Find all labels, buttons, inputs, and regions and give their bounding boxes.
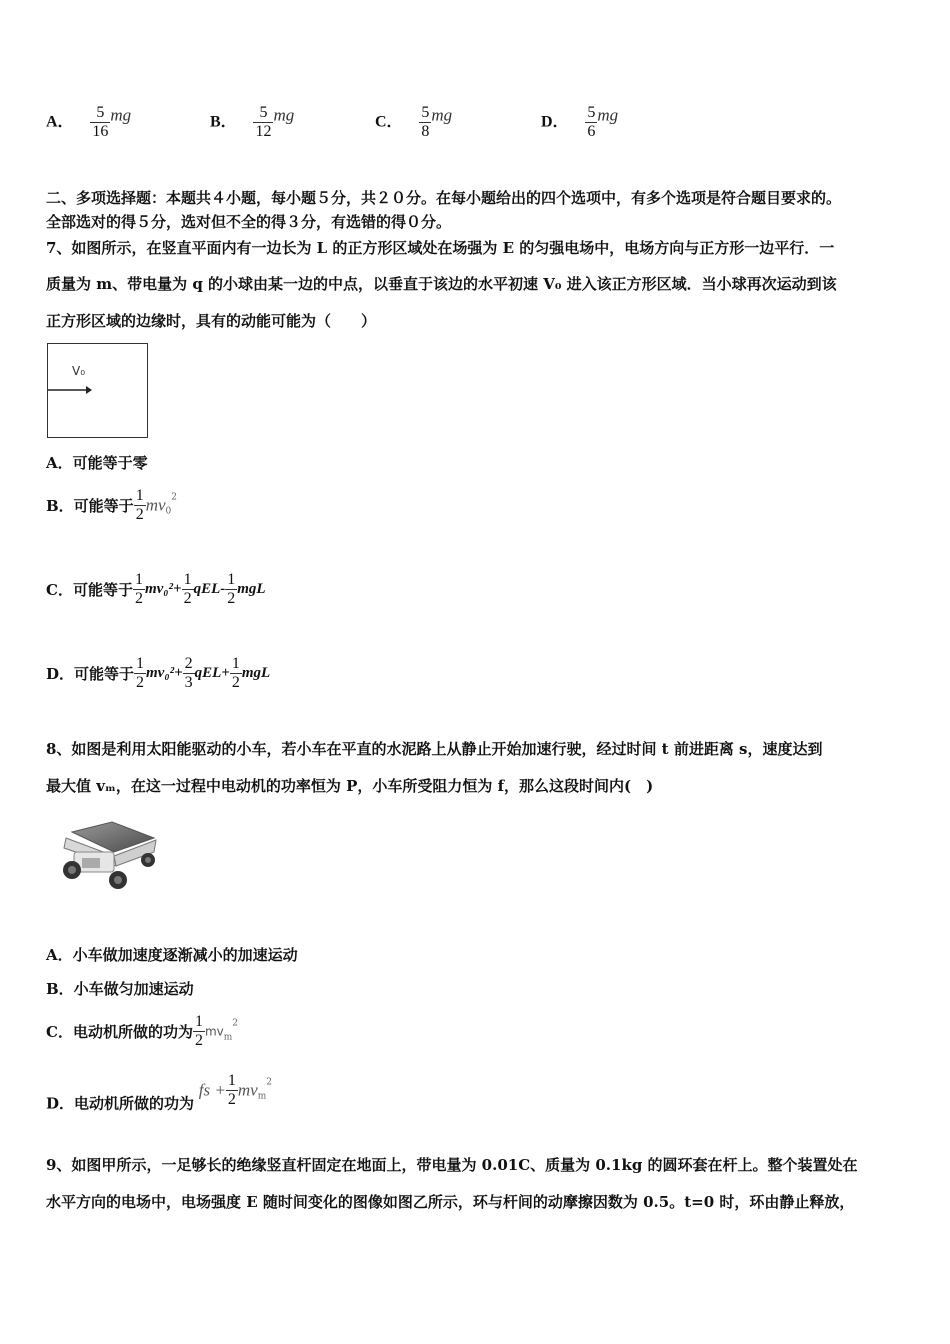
option-expr: mg xyxy=(273,105,295,125)
fraction: $\frac{5}{8}$ xyxy=(421,104,430,140)
q8-stem-line2: 最大值 vₘ，在这一过程中电动机的功率恒为 P，小车所受阻力恒为 f，那么这段时间内( ) xyxy=(46,777,654,795)
q7-stem-line2: 质量为 m、带电量为 q 的小球由某一边的中点，以垂直于该边的水平初速 V₀ 进入该正方形区域．当小球再次运动到该 xyxy=(46,275,837,293)
option-label: D． xyxy=(541,113,569,131)
q8-option-a: A．小车做加速度逐渐减小的加速运动 xyxy=(46,946,298,964)
q7-option-a: A．可能等于零 xyxy=(46,454,148,472)
q6-option-d xyxy=(541,104,618,141)
q8-option-d: D．电动机所做的功为 fs + $\frac{1}{2}$ $mv_m^2$ xyxy=(46,1072,272,1113)
option-label: A． xyxy=(46,113,74,131)
fraction: $\frac{1}{2}$ xyxy=(134,571,143,607)
fraction: $\frac{1}{2}$ xyxy=(231,655,240,691)
q7-stem-line1: 7、如图所示，在竖直平面内有一边长为 L 的正方形区域处在场强为 E 的匀强电场中，电场方向与正方形一边平行．一 xyxy=(46,239,835,257)
fraction: $\frac{1}{2}$ xyxy=(136,655,145,691)
option-label: C． xyxy=(375,113,403,131)
q7-option-b: B．可能等于 $\frac{1}{2}$ $mv_0^2$ xyxy=(46,487,177,523)
section-heading-line2: 全部选对的得５分，选对但不全的得３分，有选错的得０分。 xyxy=(46,213,452,231)
fraction: $\frac{1}{2}$ xyxy=(194,1013,203,1049)
solar-car-image xyxy=(52,818,162,894)
q6-option-a xyxy=(46,104,131,141)
q8-option-c: C．电动机所做的功为 $\frac{1}{2}$ $mv_m^2$ xyxy=(46,1013,239,1049)
fraction: $\frac{1}{2}$ xyxy=(227,571,236,607)
q6-option-b xyxy=(210,104,294,141)
fraction: $\frac{1}{2}$ xyxy=(135,487,144,523)
q7-square-figure xyxy=(47,343,148,438)
option-expr: mg xyxy=(431,105,453,125)
q6-option-c xyxy=(375,104,452,141)
fraction: $\frac{5}{6}$ xyxy=(587,104,596,140)
velocity-label: V₀ xyxy=(72,364,86,378)
option-expr: mg xyxy=(597,105,619,125)
q9-stem-line2: 水平方向的电场中，电场强度 E 随时间变化的图像如图乙所示，环与杆间的动摩擦因数为 0.5。t=0 时，环由静止释放， xyxy=(46,1193,855,1211)
fraction: $\frac{2}{3}$ xyxy=(184,655,193,691)
q9-stem-line1: 9、如图甲所示，一足够长的绝缘竖直杆固定在地面上，带电量为 0.01C、质量为 0.1kg 的圆环套在杆上。整个装置处在 xyxy=(46,1156,858,1174)
fraction: $\frac{1}{2}$ xyxy=(227,1072,236,1108)
q7-option-d: D．可能等于 $\frac{1}{2}$ mv₀²+ $\frac{2}{3}$ qEL+ $\frac{1}{2}$ mgL xyxy=(46,655,271,691)
q8-stem-line1: 8、如图是利用太阳能驱动的小车，若小车在平直的水泥路上从静止开始加速行驶，经过时间 t 前进距离 s，速度达到 xyxy=(46,740,823,758)
option-label: B． xyxy=(210,113,237,131)
option-expr: mg xyxy=(110,105,132,125)
fraction: $\frac{1}{2}$ xyxy=(183,571,192,607)
q7-option-c: C．可能等于 $\frac{1}{2}$ mv₀²+ $\frac{1}{2}$ qEL- $\frac{1}{2}$ mgL xyxy=(46,571,266,607)
q7-stem-line3: 正方形区域的边缘时，具有的动能可能为（ ） xyxy=(46,312,377,330)
q8-option-b: B．小车做匀加速运动 xyxy=(46,980,194,998)
fraction: $\frac{5}{16}$ xyxy=(92,104,109,140)
velocity-arrow-icon xyxy=(48,384,98,396)
section-heading-line1: 二、多项选择题：本题共４小题，每小题５分，共２０分。在每小题给出的四个选项中，有多个选项是符合题目要求的。 xyxy=(46,189,842,207)
fraction: $\frac{5}{12}$ xyxy=(255,104,272,140)
